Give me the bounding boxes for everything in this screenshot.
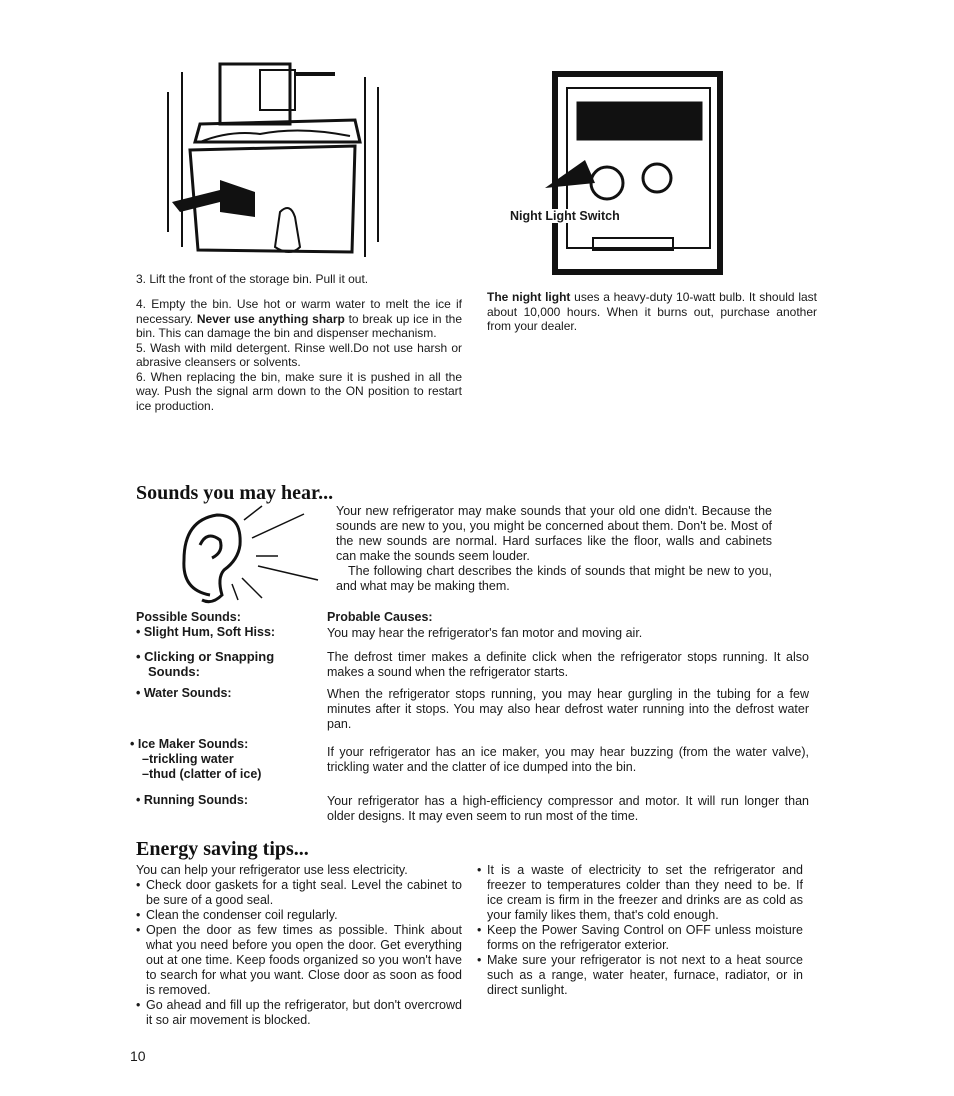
tip-open-door: • Open the door as few times as possible. Think about what you need before you open the door. Get everything out at one time. Keep foods organized so you won't have to search for what you want. Close door as soon as food is removed. [136, 923, 462, 998]
night-light-paragraph: The night light uses a heavy-duty 10-watt bulb. It should last about 10,000 hours. When it burns out, purchase another from your dealer. [487, 290, 817, 333]
sounds-intro [336, 504, 772, 594]
steps-block [136, 297, 462, 413]
step-5: 5. Wash with mild detergent. Rinse well.Do not use harsh or abrasive cleansers or solvents. [136, 340, 462, 369]
sound-label-hum: • Slight Hum, Soft Hiss: [136, 625, 276, 639]
step-4: 4. Empty the bin. Use hot or warm water to melt the ice if necessary. Never use anything sharp to break up ice in the bin. This can damage the bin and dispenser mechanism. [136, 297, 463, 340]
never-sharp-warning: Never use anything sharp [196, 311, 345, 326]
tip-temperature: • It is a waste of electricity to set the refrigerator and freezer to temperatures colder than they need to be. If ice cream is firm in the freezer and drinks are as cold as your family likes them, that's cold enough. [477, 863, 803, 923]
tip-heat-source: • Make sure your refrigerator is not next to a heat source such as a range, water heater, furnace, radiator, or in direct sunlight. [477, 953, 803, 998]
energy-left-tips [136, 878, 462, 1028]
tip-condenser-coil: • Clean the condenser coil regularly. [136, 908, 462, 923]
page-number: 10 [130, 1048, 146, 1064]
tip-power-saving: • Keep the Power Saving Control on OFF unless moisture forms on the refrigerator exterior. [477, 923, 803, 953]
sounds-intro-paragraph-2: The following chart describes the kinds of sounds that might be new to you, and what may be making them. [336, 564, 772, 593]
tip-door-gaskets: • Check door gaskets for a tight seal. Level the cabinet to be sure of a good seal. [136, 878, 462, 908]
step-3-caption: 3. Lift the front of the storage bin. Pull it out. [136, 272, 369, 286]
ice-bin-illustration [160, 62, 390, 272]
dispenser-illustration [545, 68, 725, 278]
cause-text-running: Your refrigerator has a high-efficiency compressor and motor. It will run longer than older designs. It may even seem to run most of the time. [327, 794, 809, 823]
cause-text-clicking: The defrost timer makes a definite click when the refrigerator stops running. It also makes a sound when the refrigerator starts. [327, 650, 809, 679]
tip-fill-up: • Go ahead and fill up the refrigerator, but don't overcrowd it so air movement is blocked. [136, 998, 462, 1028]
sound-label-water: • Water Sounds: [136, 686, 232, 700]
cause-text-ice-maker: If your refrigerator has an ice maker, you may hear buzzing (from the water valve), trickling water and the clatter of ice dumped into the bin. [327, 745, 809, 774]
energy-left-column [136, 863, 462, 1028]
energy-right-tips [477, 863, 803, 998]
possible-sounds-header: Possible Sounds: [136, 610, 241, 624]
probable-causes-header: Probable Causes: [327, 610, 433, 624]
sounds-heading: Sounds you may hear... [136, 482, 334, 504]
energy-heading: Energy saving tips... [136, 838, 309, 860]
sound-label-ice-maker: • Ice Maker Sounds: –trickling water –thud (clatter of ice) [130, 737, 262, 781]
energy-right-column [477, 863, 803, 998]
step-6: 6. When replacing the bin, make sure it is pushed in all the way. Push the signal arm down to the ON position to restart ice production. [136, 369, 462, 413]
energy-intro: You can help your refrigerator use less electricity. [136, 863, 408, 877]
sound-label-running: • Running Sounds: [136, 793, 248, 807]
sound-label-clicking: • Clicking or Snapping Sounds: [136, 649, 275, 679]
cause-text-water: When the refrigerator stops running, you may hear gurgling in the tubing for a few minutes after it stops. You may also hear defrost water running into the defrost water pan. [327, 687, 809, 731]
cause-text-hum: You may hear the refrigerator's fan motor and moving air. [327, 626, 643, 640]
night-light-switch-label: Night Light Switch [510, 209, 620, 223]
ear-icon [172, 500, 322, 612]
sounds-intro-paragraph-1: Your new refrigerator may make sounds that your old one didn't. Because the sounds are new to you, you might be concerned about them. Don't be. Most of the new sounds are normal. Hard surfaces like the floor, walls and cabinets can make the sounds seem louder. [336, 504, 772, 563]
